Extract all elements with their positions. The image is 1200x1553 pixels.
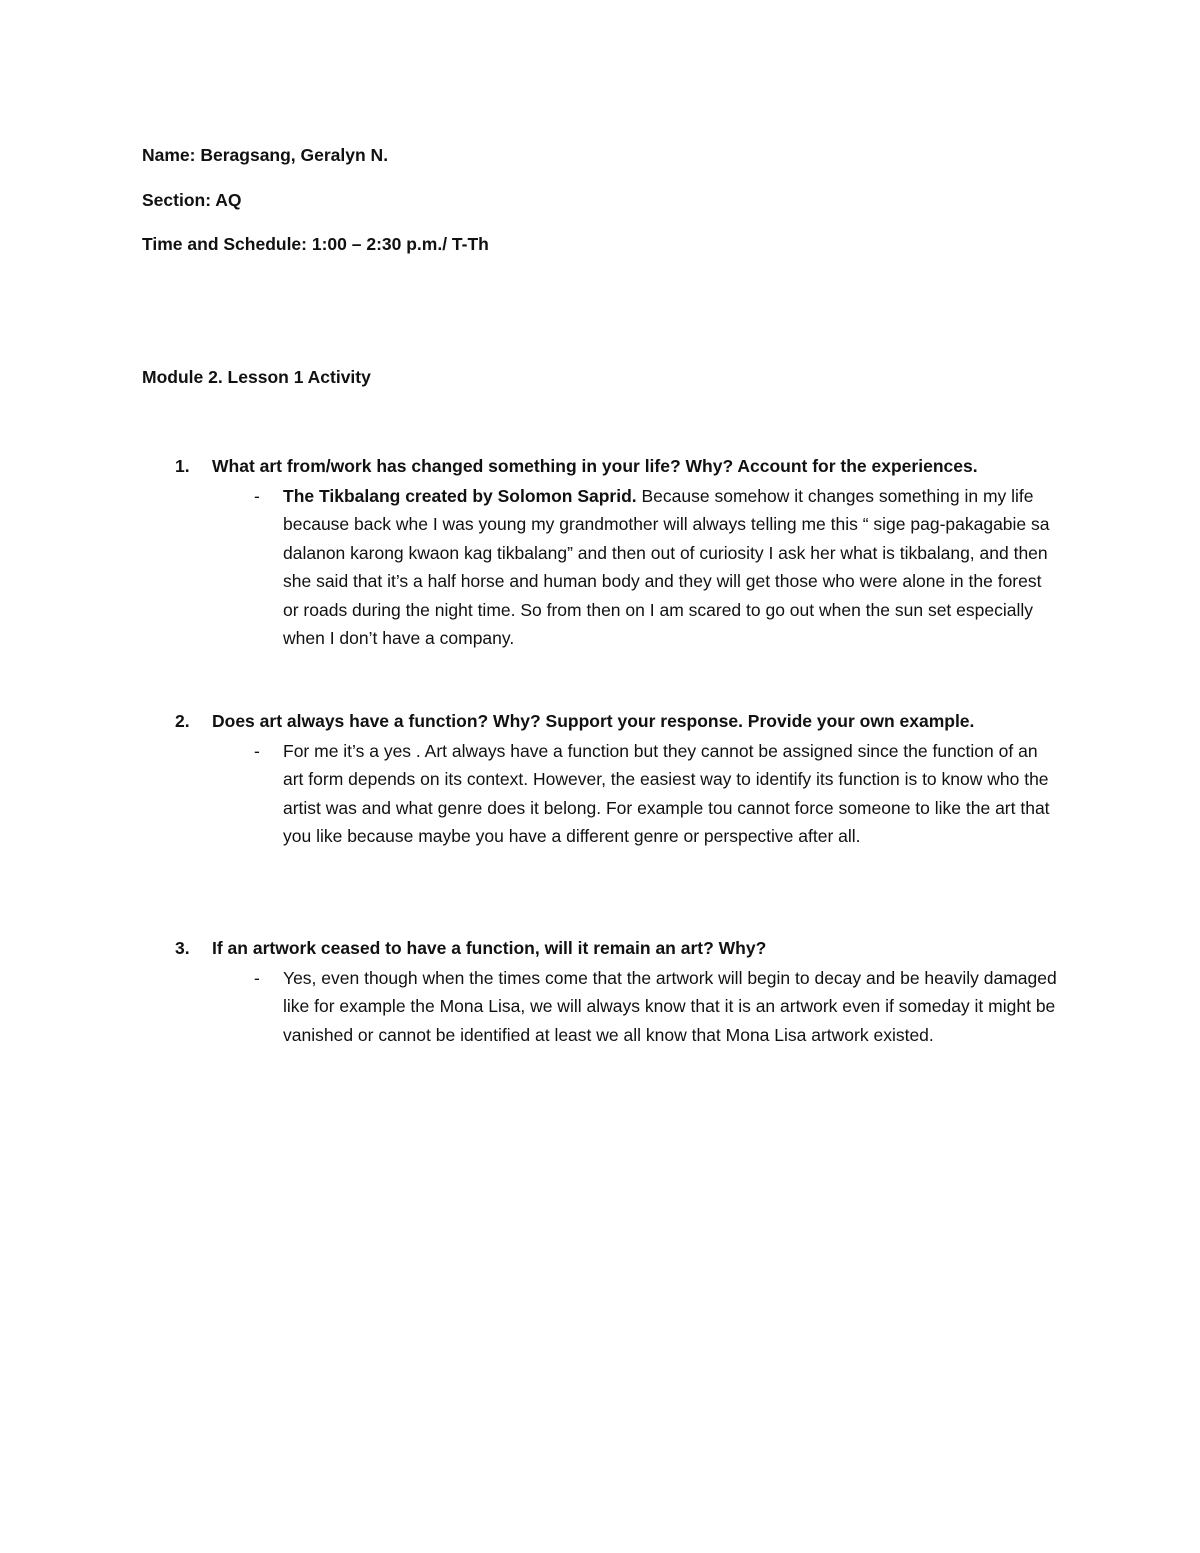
- student-section: Section: AQ: [142, 190, 242, 210]
- answer-bold-text: The Tikbalang created by Solomon Saprid.: [283, 486, 637, 506]
- student-name: Name: Beragsang, Geralyn N.: [142, 145, 389, 165]
- answer-bullet: -: [254, 968, 260, 988]
- question-number: 1.: [175, 456, 190, 476]
- answer-text: [283, 737, 1058, 851]
- answer-text: [283, 964, 1058, 1049]
- module-title: Module 2. Lesson 1 Activity: [142, 367, 371, 387]
- time-schedule: Time and Schedule: 1:00 – 2:30 p.m./ T-Th: [142, 234, 489, 254]
- answer-bullet: -: [254, 486, 260, 506]
- answer-body: Because somehow it changes something in my life because back whe I was young my grandmother will always telling me this “ sige pag-pakagabie sa dalanon karong kwaon kag tikbalang” and then out of curiosity I ask her what is tikbalang, and then she said that it’s a half horse and human body and they will get those who were alone in the forest or roads during the night time. So from then on I am scared to go out when the sun set especially when I don’t have a company.: [283, 486, 1050, 649]
- answer-text: [283, 482, 1058, 652]
- question-number: 2.: [175, 711, 190, 731]
- answer-body: For me it’s a yes . Art always have a function but they cannot be assigned since the function of an art form depends on its context. However, the easiest way to identify its function is to know who the artist was and what genre does it belong. For example tou cannot force someone to like the art that you like because maybe you have a different genre or perspective after all.: [283, 741, 1050, 847]
- answer-bullet: -: [254, 741, 260, 761]
- question-text: Does art always have a function? Why? Support your response. Provide your own example.: [212, 711, 975, 731]
- question-text: If an artwork ceased to have a function, will it remain an art? Why?: [212, 938, 767, 958]
- question-number: 3.: [175, 938, 190, 958]
- question-text: What art from/work has changed something in your life? Why? Account for the experiences.: [212, 456, 978, 476]
- answer-body: Yes, even though when the times come that the artwork will begin to decay and be heavily damaged like for example the Mona Lisa, we will always know that it is an artwork even if someday it might be vanished or cannot be identified at least we all know that Mona Lisa artwork existed.: [283, 968, 1057, 1045]
